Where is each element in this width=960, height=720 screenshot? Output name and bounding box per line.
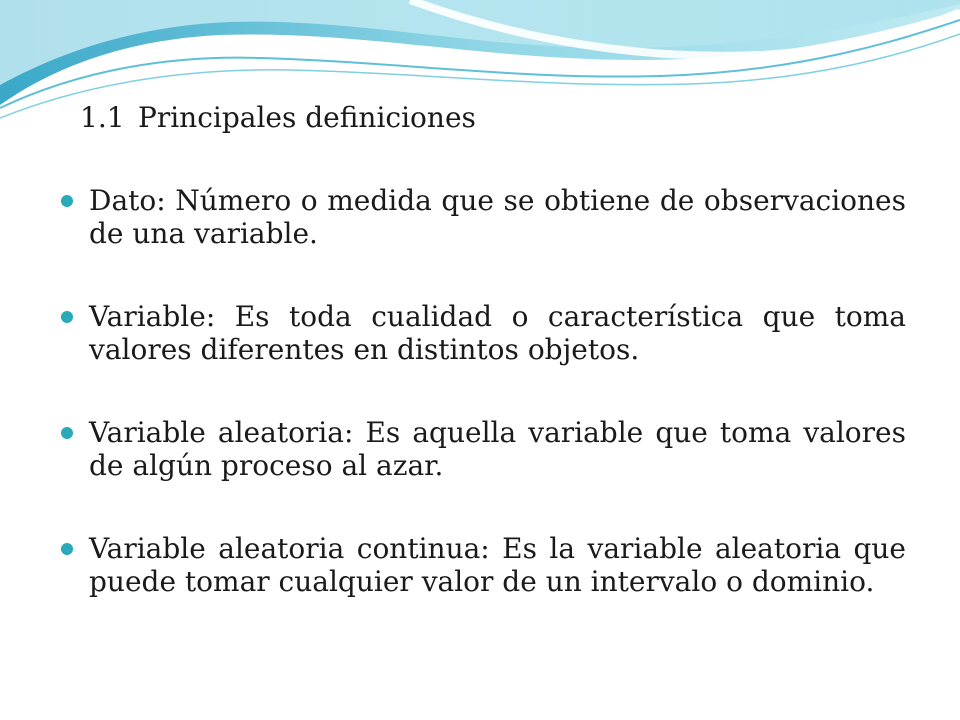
definition-text: Dato: Número o medida que se obtiene de observaciones de una variable. [89,184,906,250]
section-heading [80,100,476,136]
bullet-dot-icon [61,195,73,207]
definition-item-variable-aleatoria-continua [58,532,906,598]
definition-text: Variable: Es toda cualidad o característica que toma valores diferentes en distintos objetos. [89,300,906,366]
definition-item-variable [58,300,906,366]
definition-text: Variable aleatoria continua: Es la variable aleatoria que puede tomar cualquier valor de un intervalo o dominio. [89,532,906,598]
definitions-list [58,184,906,648]
section-number: 1.1 [80,101,125,134]
bullet-dot-icon [61,543,73,555]
bullet-dot-icon [61,427,73,439]
definition-item-variable-aleatoria [58,416,906,482]
definition-item-dato [58,184,906,250]
bullet-dot-icon [61,311,73,323]
definition-text: Variable aleatoria: Es aquella variable que toma valores de algún proceso al azar. [89,416,906,482]
section-title: Principales definiciones [138,101,476,134]
